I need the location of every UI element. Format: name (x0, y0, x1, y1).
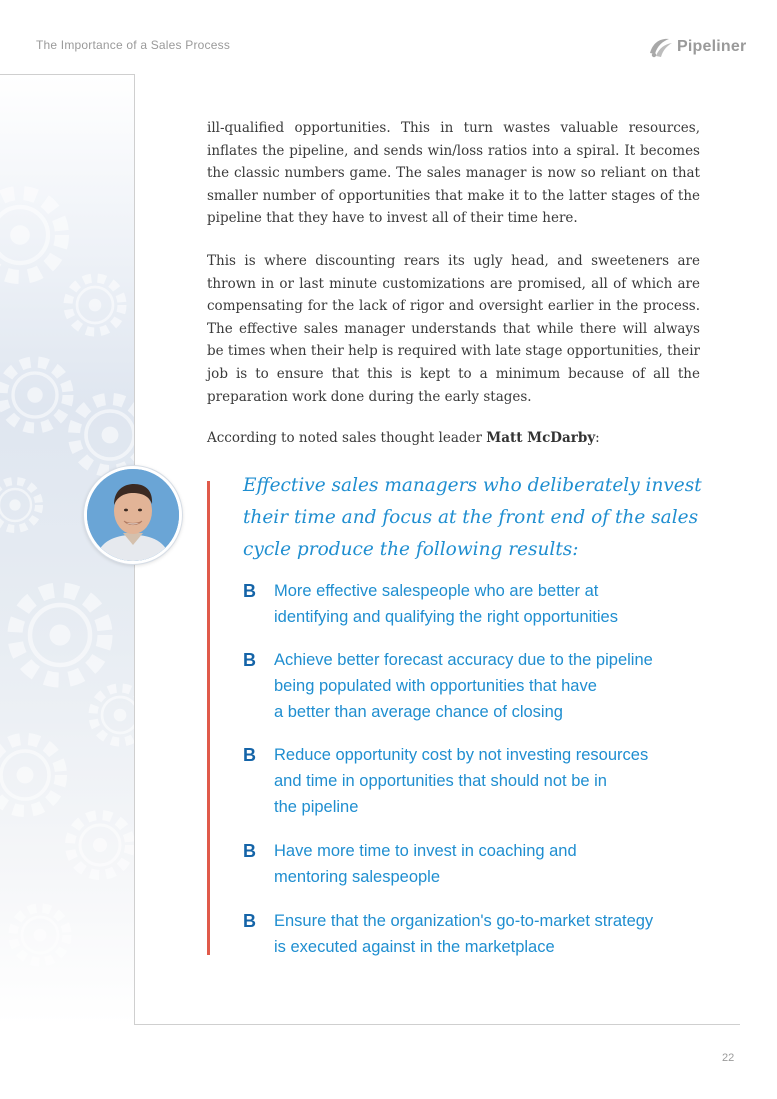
list-item-text: Have more time to invest in coaching and mentoring salespeople (274, 842, 577, 886)
list-item-text: Reduce opportunity cost by not investing resources and time in opportunities that should not be in the pipeline (274, 746, 649, 816)
bullet-glyph: B (243, 581, 256, 601)
attribution-prefix: According to noted sales thought leader (207, 430, 487, 446)
list-item-text: Ensure that the organization's go-to-market strategy is executed against in the marketplace (274, 912, 654, 956)
running-header-title: The Importance of a Sales Process (36, 38, 231, 52)
pull-quote: Effective sales managers who deliberately invest their time and focus at the front end of the sales cycle produce the following results: (243, 475, 702, 560)
list-item-text: Achieve better forecast accuracy due to the pipeline being populated with opportunities that have a better than average chance of closing (274, 651, 653, 721)
body-paragraph-2: This is where discounting rears its ugly head, and sweeteners are thrown in or last minute customizations are promised, all of which are compensating for the lack of rigor and oversight earlier in the process. The effective sales manager understands that while there will always be times when their help is required with late stage opportunities, their job is to ensure that this is kept to a minimum because of all the preparation work done during the early stages. (207, 253, 700, 405)
portrait-icon (87, 469, 179, 561)
page-number: 22 (722, 1052, 735, 1064)
bullet-glyph: B (243, 841, 256, 861)
bullet-glyph: B (243, 911, 256, 931)
bullet-glyph: B (243, 650, 256, 670)
bullet-glyph: B (243, 745, 256, 765)
author-avatar (84, 466, 182, 564)
attribution-line (207, 427, 700, 450)
body-paragraph-1: ill-qualified opportunities. This in turn wastes valuable resources, inflates the pipeline, and sends win/loss ratios into a spiral. It becomes the classic numbers game. The sales manager is now so reliant on that smaller number of opportunities that make it to the latter stages of the pipeline that they have to invest all of their time here. (207, 120, 700, 227)
pipeliner-logo-icon (647, 36, 673, 58)
pipeliner-logo (647, 36, 746, 58)
attribution-name: Matt McDarby (486, 430, 596, 446)
quote-accent-bar (207, 481, 210, 955)
frame-top-rule (0, 74, 135, 75)
frame-bottom-rule (134, 1024, 740, 1025)
list-item-text: More effective salespeople who are better at identifying and qualifying the right opportunities (274, 582, 618, 626)
attribution-suffix: : (595, 430, 600, 446)
logo-text: Pipeliner (677, 38, 747, 55)
